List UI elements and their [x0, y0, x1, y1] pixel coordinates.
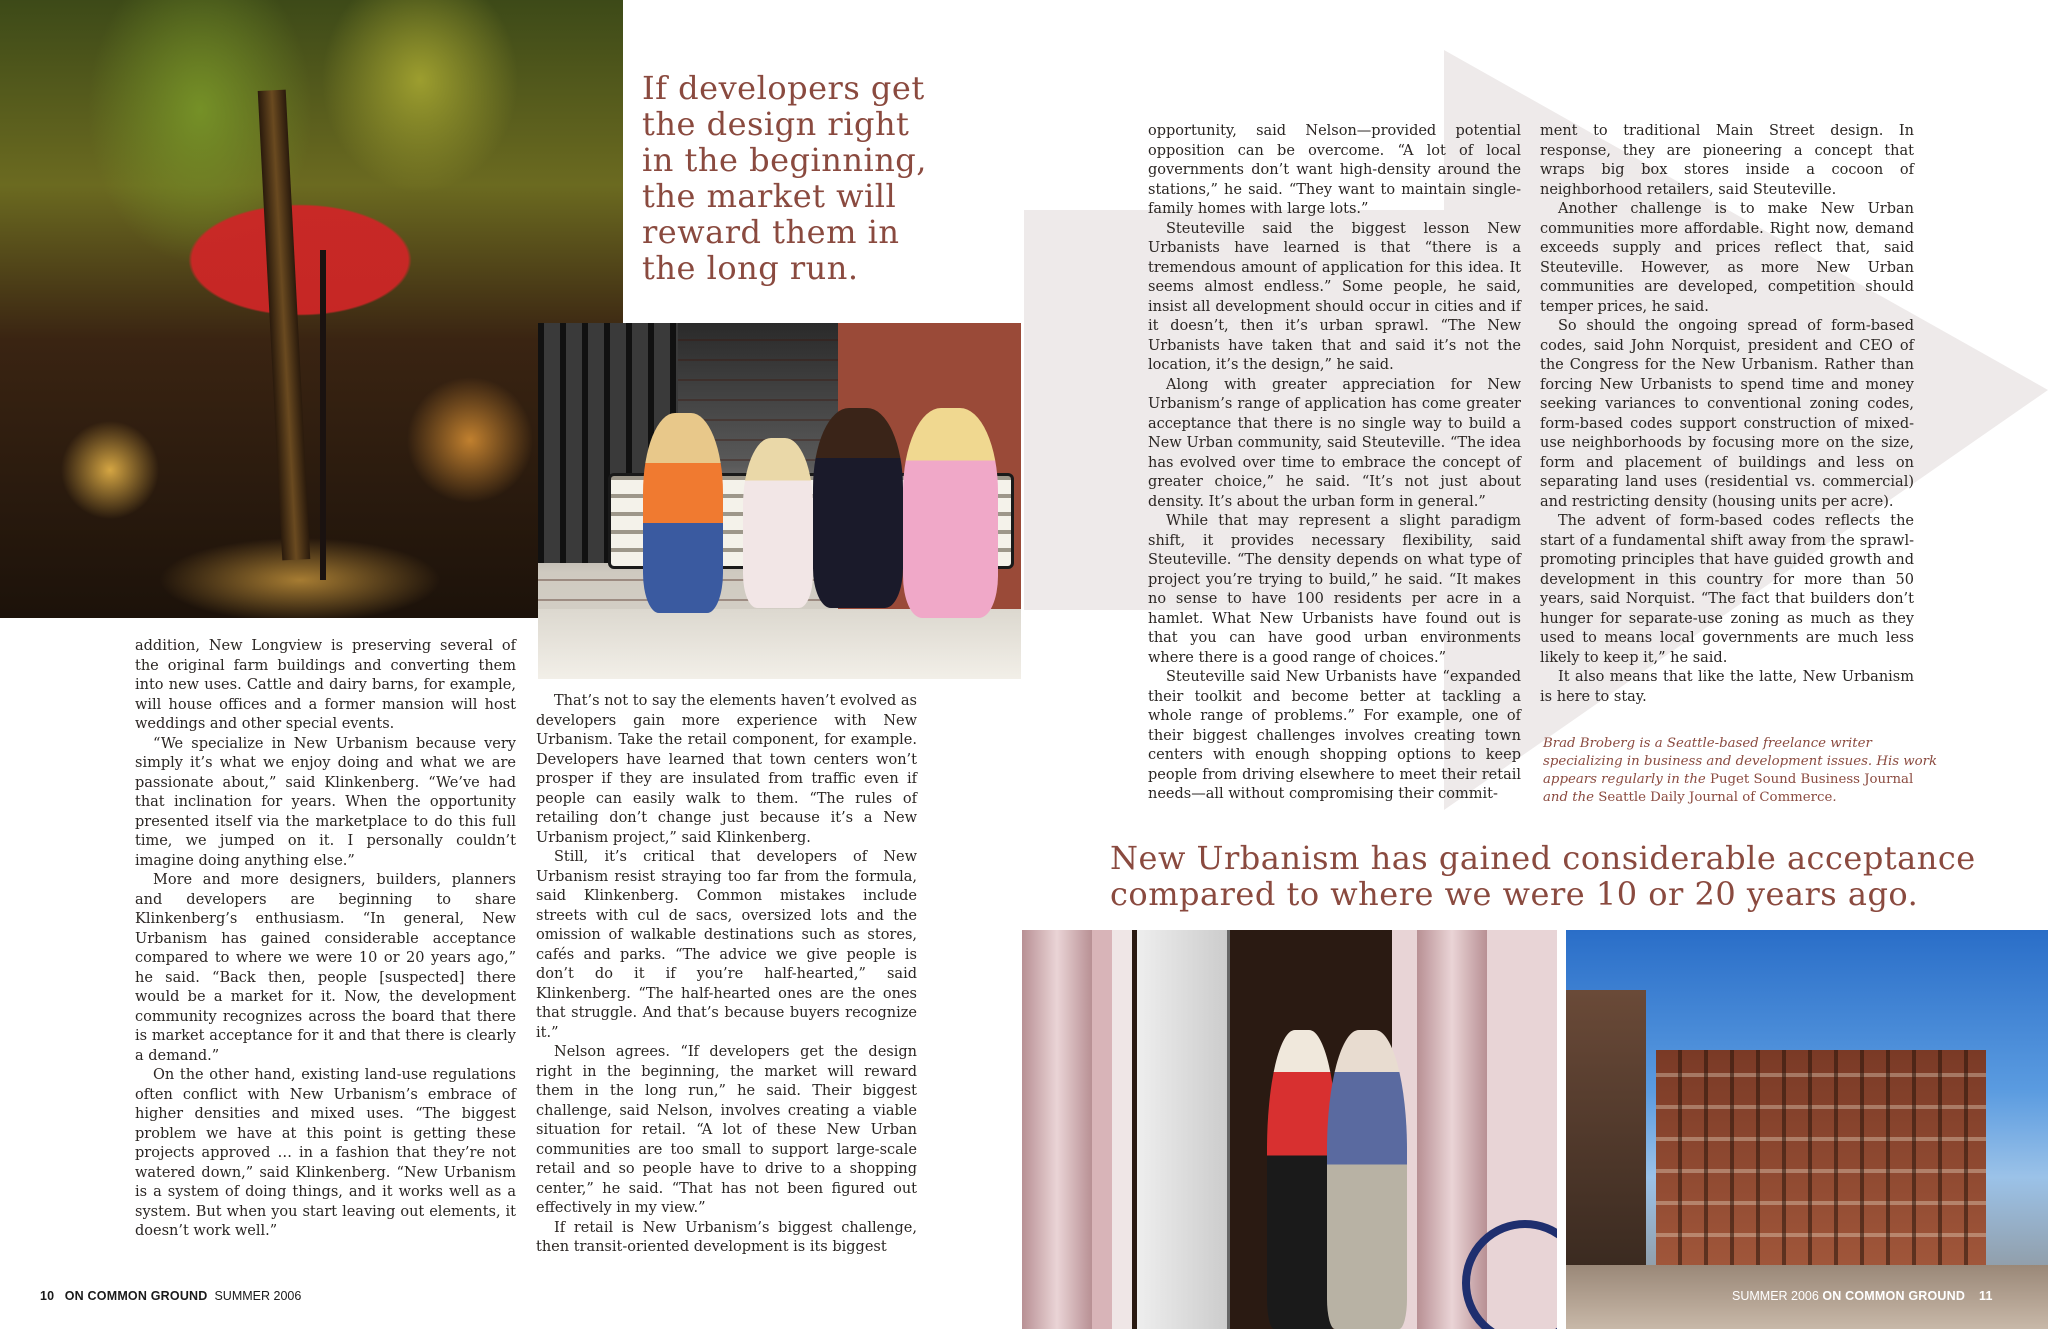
article-paragraph: If retail is New Urbanism’s biggest challenge, then transit-oriented development is its biggest	[536, 1219, 917, 1255]
bio-publication-1: Puget Sound Business Journal	[1710, 772, 1914, 787]
article-column-4	[1540, 122, 1914, 707]
bio-text-2: and the	[1543, 790, 1599, 805]
article-paragraph: On the other hand, existing land-use regulations often conflict with New Urbanism’s embrace of higher densities and mixed uses. “The biggest problem we have at this point is getting these projects approved … in a fashion that they’re not watered down,” said Klinkenberg. “New Urbanism is a system of doing things, and it works well as a system. But when you start leaving out elements, it doesn’t work well.”	[135, 1067, 516, 1239]
article-paragraph: That’s not to say the elements haven’t evolved as developers gain more experience with New Urbanism. Take the retail component, for example. Developers have learned that town centers won’t prosper if they are insulated from traffic even if people can easily walk to them. “The rules of retailing don’t change just because it’s a New Urbanism project,” said Klinkenberg.	[536, 693, 917, 846]
article-paragraph: Still, it’s critical that developers of New Urbanism resist straying too far from the formula, said Klinkenberg. Common mistakes include streets with cul de sacs, oversized lots and the omission of walkable destinations such as stores, cafés and parks. “The advice we give people is don’t do it if you’re half-hearted,” said Klinkenberg. “The half-hearted ones are the ones that struggle. And that’s because buyers recognize it.”	[536, 849, 917, 1041]
article-paragraph: Along with greater appreciation for New Urbanism’s range of application has come greater acceptance that there is no single way to build a New Urban community, said Steuteville. “The idea has evolved over time to embrace the concept of greater choice,” he said. “It’s not just about density. It’s about the urban form in general.”	[1148, 376, 1521, 510]
article-paragraph: While that may represent a slight paradigm shift, it provides necessary flexibility, said Steuteville. “The density depends on what type of project you’re trying to build,” he said. “It makes no sense to have 100 residents per acre in a hamlet. What New Urbanists have found out is that you can have good urban environments where there is a good range of choices.”	[1148, 513, 1521, 666]
article-paragraph: So should the ongoing spread of form-based codes, said John Norquist, president and CEO of the Congress for the New Urbanism. Rather than forcing New Urbanists to spend time and money seeking variances to conventional zoning codes, form-based codes support construction of mixed-use neighborhoods by focusing more on the size, form and placement of buildings and less on separating land uses (residential vs. commercial) and restricting density (housing units per acre).	[1540, 318, 1914, 510]
bio-text-3: .	[1832, 790, 1837, 805]
page-number-left: 10	[40, 1289, 55, 1303]
article-paragraph: Steuteville said New Urbanists have “expanded their toolkit and become better at tackling a whole range of problems.” For example, one of their biggest challenges involves creating town centers with enough shopping options to keep people from driving elsewhere to meet their retail needs—all without compromising their commit-	[1148, 669, 1521, 802]
issue-date-right: SUMMER 2006	[1732, 1289, 1819, 1303]
article-paragraph: opportunity, said Nelson—provided potential opposition can be overcome. “A lot of local governments don’t want high-density around the stations,” he said. “They want to maintain single-family homes with large lots.”	[1148, 123, 1521, 217]
folio-left	[40, 1289, 301, 1303]
pull-quote-bottom: New Urbanism has gained considerable acceptance compared to where we were 10 or 20 years ago.	[1110, 839, 1976, 913]
issue-date-left: SUMMER 2006	[214, 1289, 302, 1303]
article-paragraph: Nelson agrees. “If developers get the design right in the beginning, the market will reward them in the long run,” he said. Their biggest challenge, said Nelson, involves creating a viable situation for retail. “A lot of these New Urban communities are too small to support large-scale retail and so people have to drive to a shopping center,” he said. “That has not been figured out effectively in my view.”	[536, 1044, 917, 1216]
article-column-1	[135, 637, 516, 1242]
article-paragraph: ment to traditional Main Street design. In response, they are pioneering a concept that wraps big box stores inside a cocoon of neighborhood retailers, said Steuteville.	[1540, 123, 1914, 198]
article-paragraph: The advent of form-based codes reflects the start of a fundamental shift away from the sprawl-promoting principles that have guided growth and development in this country for more than 50 years, said Norquist. “The fact that builders don’t hunger for separate-use zoning as much as they used to means local governments are much less likely to keep it,” he said.	[1540, 513, 1914, 666]
magazine-name-left: ON COMMON GROUND	[64, 1289, 208, 1303]
article-paragraph: Steuteville said the biggest lesson New Urbanists have learned is that “there is a tremendous amount of application for this idea. It seems almost endless.” Some people, he said, insist all development should occur in cities and if it doesn’t, then it’s urban sprawl. “The New Urbanists have taken that and said it’s not the location, it’s the design,” he said.	[1148, 220, 1521, 373]
author-bio	[1543, 735, 1938, 807]
article-paragraph: “We specialize in New Urbanism because very simply it’s what we enjoy doing and what we are passionate about,” said Klinkenberg. “We’ve had that inclination for years. When the opportunity presented itself via the marketplace to do this full time, we jumped on it. I personally couldn’t imagine doing anything else.”	[135, 735, 516, 869]
magazine-name-right: ON COMMON GROUND	[1822, 1289, 1966, 1303]
pull-quote-top: If developers get the design right in the beginning, the market will reward them in the long run.	[642, 69, 927, 287]
photo-couple-leaving-store	[1022, 930, 1557, 1329]
article-paragraph: Another challenge is to make New Urban communities more affordable. Right now, demand exceeds supply and prices reflect that, said Steuteville. However, as more New Urban communities are developed, competition should temper prices, he said.	[1540, 201, 1914, 315]
article-paragraph: More and more designers, builders, planners and developers are beginning to share Klinkenberg’s enthusiasm. “In general, New Urbanism has gained considerable acceptance compared to where we were 10 or 20 years ago,” he said. “Back then, people [suspected] there would be a market for it. Now, the development community recognizes across the board that there is market acceptance for it and that there is clearly a demand.”	[135, 872, 516, 1064]
photo-girls-on-bench	[538, 323, 1021, 679]
page-number-right: 11	[1979, 1289, 1993, 1303]
article-column-2	[536, 692, 917, 1258]
article-paragraph: addition, New Longview is preserving several of the original farm buildings and converting them into new uses. Cattle and dairy barns, for example, will house offices and a former mansion will host weddings and other special events.	[135, 638, 516, 732]
article-paragraph: It also means that like the latte, New Urbanism is here to stay.	[1540, 669, 1914, 705]
bio-publication-2: Seattle Daily Journal of Commerce	[1598, 790, 1833, 805]
photo-mixed-use-building	[1566, 930, 2048, 1329]
folio-right	[1732, 1289, 1993, 1303]
bio-text-1: Brad Broberg is a Seattle-based freelance writer specializing in business and development issues. His work appears regularly in the	[1543, 736, 1938, 787]
photo-street-cafe-night	[0, 0, 623, 618]
article-column-3	[1148, 122, 1521, 805]
